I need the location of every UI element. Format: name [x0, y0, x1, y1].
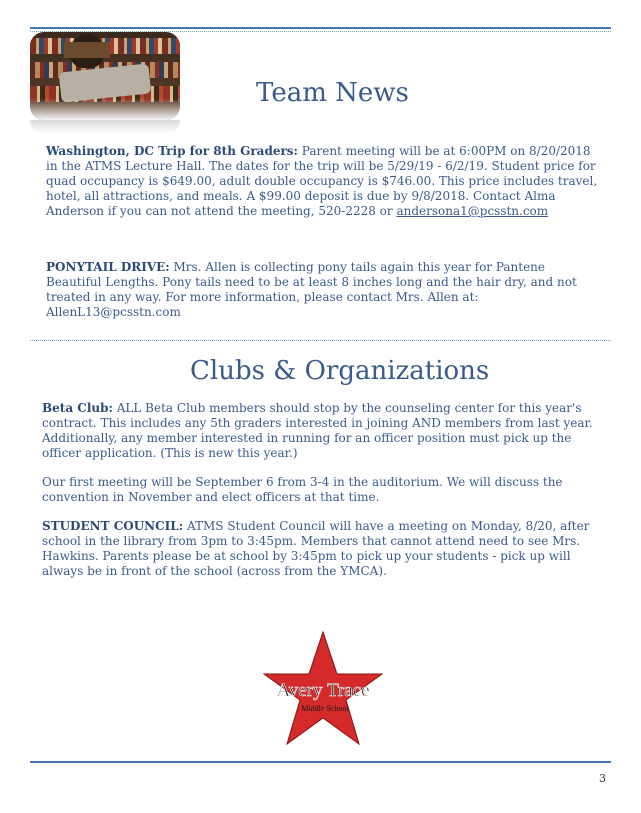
- student-council-label: STUDENT COUNCIL:: [42, 519, 184, 533]
- student-council-paragraph: [42, 519, 598, 579]
- dc-trip-label: Washington, DC Trip for 8th Graders:: [46, 144, 298, 158]
- beta-club-paragraph: [42, 401, 598, 461]
- logo-subtitle: Middle School: [301, 704, 349, 713]
- clubs-heading: Clubs & Organizations: [190, 356, 490, 386]
- library-reading-photo: [30, 32, 180, 120]
- top-rule: [30, 27, 611, 29]
- section-divider: [30, 340, 611, 341]
- team-news-heading: Team News: [256, 78, 409, 108]
- logo-name: Avery Trace: [276, 680, 370, 701]
- page-number: 3: [599, 772, 606, 785]
- dc-trip-email-link[interactable]: andersona1@pcsstn.com: [396, 204, 549, 218]
- dc-trip-text: Parent meeting will be at 6:00PM on 8/20/2018 in the ATMS Lecture Hall. The dates for the trip will be 5/29/19 - 6/2/19. Student price for quad occupancy is $649.00, adult double occupancy is $746.00. This price includes travel, hotel, all attractions, and meals. A $99.00 deposit is due by 9/8/2018. Contact Alma Anderson if you can not attend the meeting, 520-2228 or: [46, 144, 598, 218]
- dc-trip-paragraph: [46, 144, 602, 219]
- ponytail-label: PONYTAIL DRIVE:: [46, 260, 170, 274]
- photo-reflection: [30, 120, 180, 134]
- beta-club-text: ALL Beta Club members should stop by the counseling center for this year's contract. This includes any 5th graders interested in joining AND members from last year. Additionally, any member interested in running for an officer position must pick up the officer application. (This is new this year.): [42, 401, 593, 460]
- beta-club-label: Beta Club:: [42, 401, 113, 415]
- bottom-rule: [30, 761, 611, 763]
- student-council-text: ATMS Student Council will have a meeting on Monday, 8/20, after school in the library from 3pm to 3:45pm. Members that cannot attend need to see Mrs. Hawkins. Parents please be at school by 3:45pm to pick up your students - pick up will always be in front of the school (across from the YMCA).: [42, 519, 590, 578]
- beta-meeting-paragraph: Our first meeting will be September 6 from 3-4 in the auditorium. We will discuss the convention in November and elect officers at that time.: [42, 475, 563, 504]
- school-logo: [258, 630, 388, 750]
- ponytail-text: Mrs. Allen is collecting pony tails again this year for Pantene Beautiful Lengths. Pony tails need to be at least 8 inches long and the hair dry, and not treated in any way. For more information, please contact Mrs. Allen at: AllenL13@pcsstn.com: [46, 260, 577, 319]
- ponytail-paragraph: [46, 260, 602, 320]
